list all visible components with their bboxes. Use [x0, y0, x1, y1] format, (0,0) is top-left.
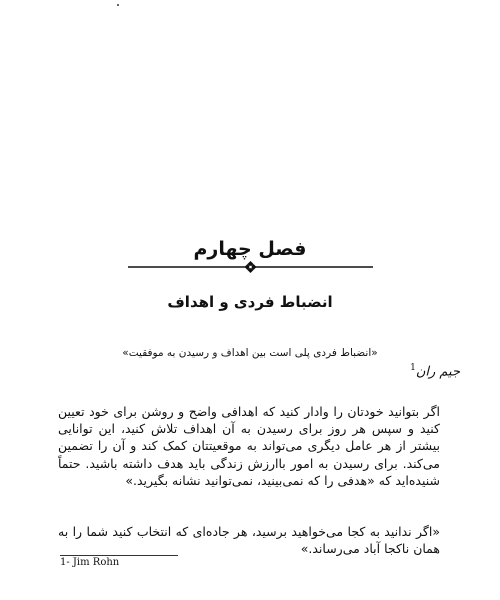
section-title: انضباط فردی و اهداف — [167, 293, 333, 311]
footnote-divider — [60, 555, 178, 556]
footnote-marker: 1 — [410, 363, 416, 373]
epigraph-author — [410, 363, 460, 379]
author-name: جیم ران — [415, 364, 460, 380]
epigraph-quote: «انضباط فردی پلی است بین اهداف و رسیدن به موفقیت» — [122, 347, 378, 359]
scan-speck — [117, 4, 119, 6]
body-paragraph: اگر بتوانید خودتان را وادار کنید که اهدافی واضح و روشن برای خود تعیین کنید و سپس هر روز برای رسیدن به آن اهداف تلاش کنید، این توانایی بیشتر از هر عامل دیگری می‌تواند به موقعیتتان کمک کند و آن را تضمین می‌کند. برای رسیدن به امور باارزش زندگی باید هدف داشته باشید. حتماً شنیده‌اید که «هدفی را که نمی‌بینید، نمی‌توانید نشانه بگیرید.» — [58, 404, 440, 488]
chapter-title: فصل چهارم — [193, 238, 307, 260]
body-paragraph: «اگر ندانید به کجا می‌خواهید برسید، هر جاده‌ای که انتخاب کنید شما را به همان ناکجا آباد می‌رساند.» — [58, 524, 440, 557]
ornament-divider — [128, 260, 373, 274]
footnote: 1- Jim Rohn — [60, 557, 120, 568]
